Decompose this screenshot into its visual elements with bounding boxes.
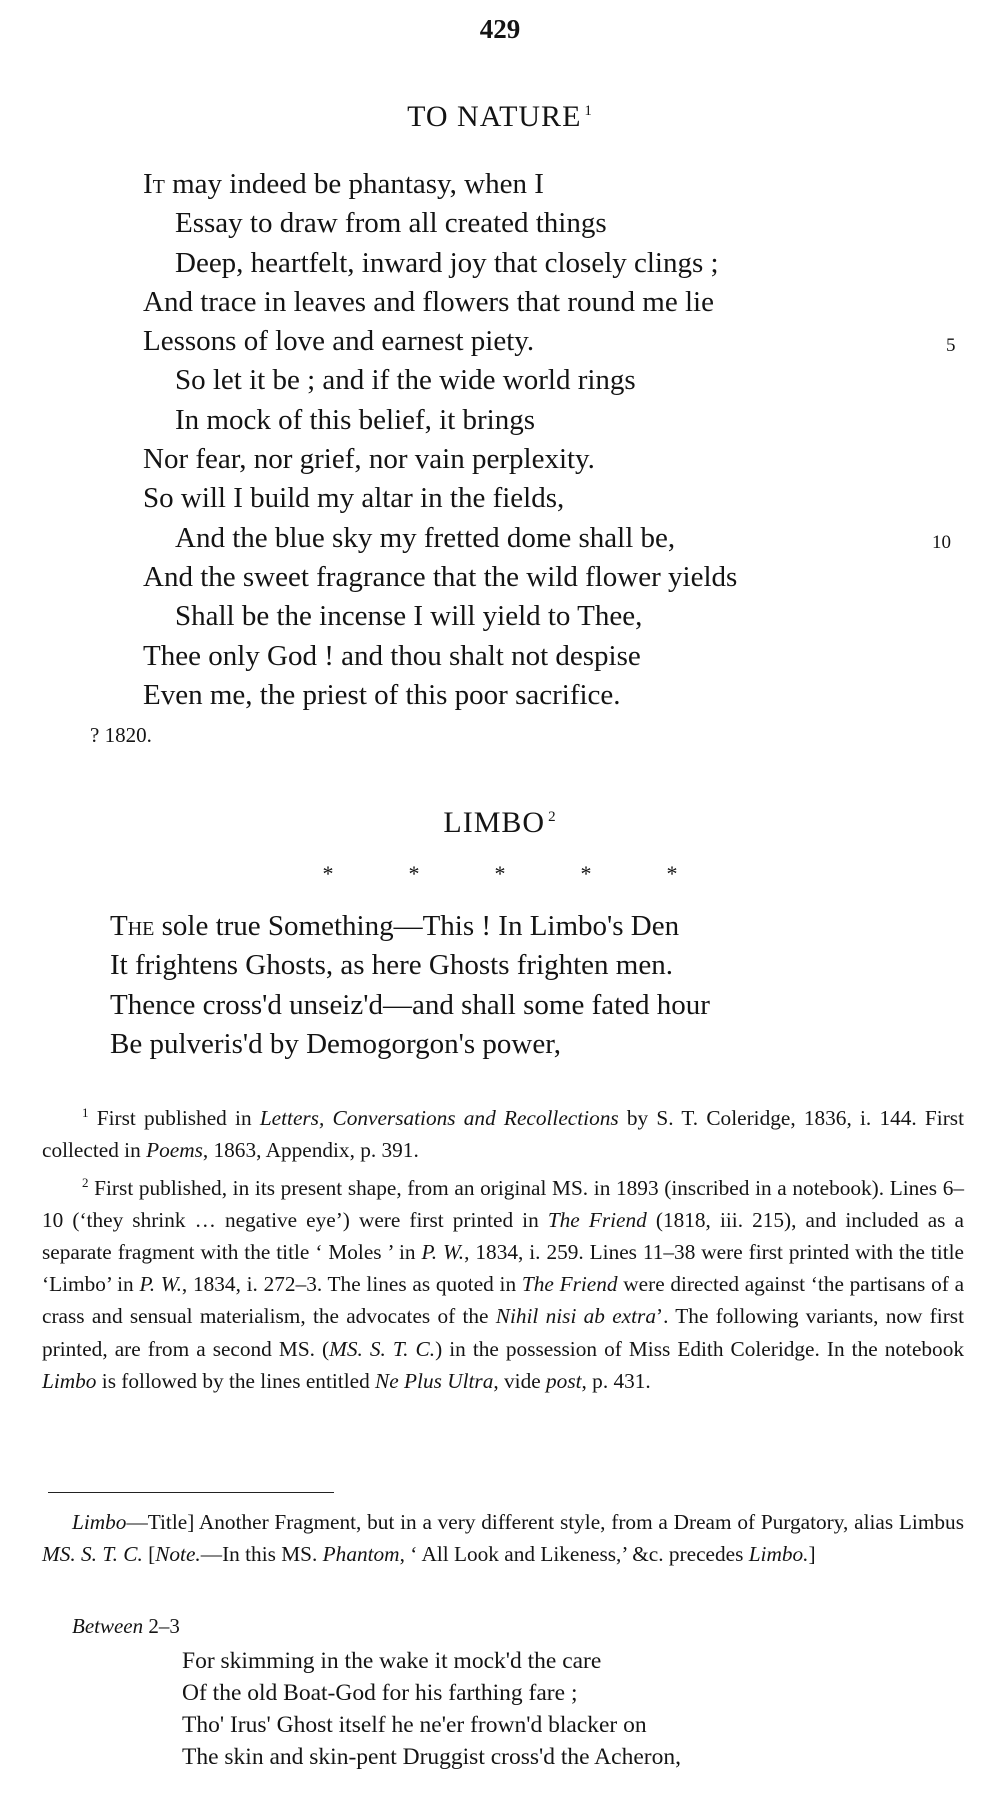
variant-line: Tho' Irus' Ghost itself he ne'er frown'd blacker on	[182, 1712, 647, 1738]
star: *	[408, 861, 420, 886]
line-number-10: 10	[932, 532, 951, 553]
poem-line: Shall be the incense I will yield to Thee,	[175, 600, 643, 633]
footnote-ref: 1	[584, 103, 593, 119]
poem-line: Lessons of love and earnest piety.	[143, 325, 535, 358]
footnote-2: $^2$ First published, in its present shape, from an original MS. in 1893 (inscribed in a notebook). Lines 6–10 (‘they shrink … negative eye’) were first printed in The Friend (1818, iii. 215), and included as a separate fragment with the title ‘ Moles ’ in P. W., 1834, i. 259. Lines 11–38 were first printed with the title ‘Limbo’ in P. W., 1834, i. 272–3. The lines as quoted in The Friend were directed against ‘the partisans of a crass and sensual materialism, the advocates of the Nihil nisi ab extra’. The following variants, now first printed, are from a second MS. (MS. S. T. C.) in the possession of Miss Edith Coleridge. In the notebook Limbo is followed by the lines entitled Ne Plus Ultra, vide post, p. 431.	[42, 1174, 965, 1393]
footnotes	[42, 1097, 964, 1397]
footnote-ref: 2	[548, 809, 557, 825]
variant-between-label: Between 2–3	[72, 1614, 180, 1638]
poem-line: Nor fear, nor grief, nor vain perplexity.	[143, 443, 595, 476]
poem-line: It may indeed be phantasy, when I	[143, 168, 544, 200]
poem-line: Essay to draw from all created things	[175, 207, 607, 240]
poem-line: And the sweet fragrance that the wild flower yields	[143, 560, 738, 593]
poem-to-nature	[0, 165, 737, 715]
poem-line: Thence cross'd unseiz'd—and shall some fated hour	[110, 988, 710, 1021]
variant-line: The skin and skin-pent Druggist cross'd the Acheron,	[182, 1744, 681, 1770]
variant-note	[42, 1507, 964, 1570]
line-number-5: 5	[946, 335, 956, 356]
footnote-divider	[48, 1492, 334, 1493]
poem-line: So will I build my altar in the fields,	[143, 482, 565, 515]
poem-line: Even me, the priest of this poor sacrifice.	[143, 678, 621, 711]
title-text: LIMBO	[443, 806, 546, 839]
poem-line: It frightens Ghosts, as here Ghosts frighten men.	[110, 949, 673, 982]
poem-line: And trace in leaves and flowers that round me lie	[143, 285, 714, 318]
drop-word: The	[110, 910, 155, 942]
star: *	[580, 861, 592, 886]
poem-line: In mock of this belief, it brings	[175, 403, 536, 436]
poem-line: Deep, heartfelt, inward joy that closely clings ;	[175, 246, 719, 279]
poem-line: The sole true Something—This ! In Limbo's Den	[110, 910, 680, 942]
poem-line: Thee only God ! and thou shalt not despise	[143, 639, 641, 672]
variant-title-note: Limbo—Title] Another Fragment, but in a very different style, from a Dream of Purgatory, alias Limbus MS. S. T. C. [Note.—In this MS. Phantom, ‘ All Look and Likeness,’ &c. precedes Limbo.]	[42, 1510, 964, 1566]
poem-line: And the blue sky my fretted dome shall be,	[175, 521, 676, 554]
poem-title-to-nature	[0, 100, 1000, 134]
poem-title-limbo	[0, 806, 1000, 840]
variant-line: Of the old Boat-God for his farthing fare ;	[182, 1680, 578, 1706]
poem-limbo	[0, 907, 710, 1064]
section-stars	[0, 861, 1000, 887]
star: *	[322, 861, 334, 886]
variant-line: For skimming in the wake it mock'd the care	[182, 1648, 602, 1674]
star: *	[494, 861, 506, 886]
poem-line: So let it be ; and if the wide world rings	[175, 364, 636, 397]
poem-date: ? 1820.	[90, 723, 152, 747]
star: *	[666, 861, 678, 886]
drop-word: It	[143, 168, 165, 200]
footnote-1: $^1$ First published in Letters, Conversations and Recollections by S. T. Coleridge, 1836, i. 144. First collected in Poems, 1863, Appendix, p. 391.	[42, 1105, 964, 1163]
page-number: 429	[479, 14, 521, 44]
poem-line: Be pulveris'd by Demogorgon's power,	[110, 1027, 561, 1060]
title-text: TO NATURE	[407, 100, 582, 133]
